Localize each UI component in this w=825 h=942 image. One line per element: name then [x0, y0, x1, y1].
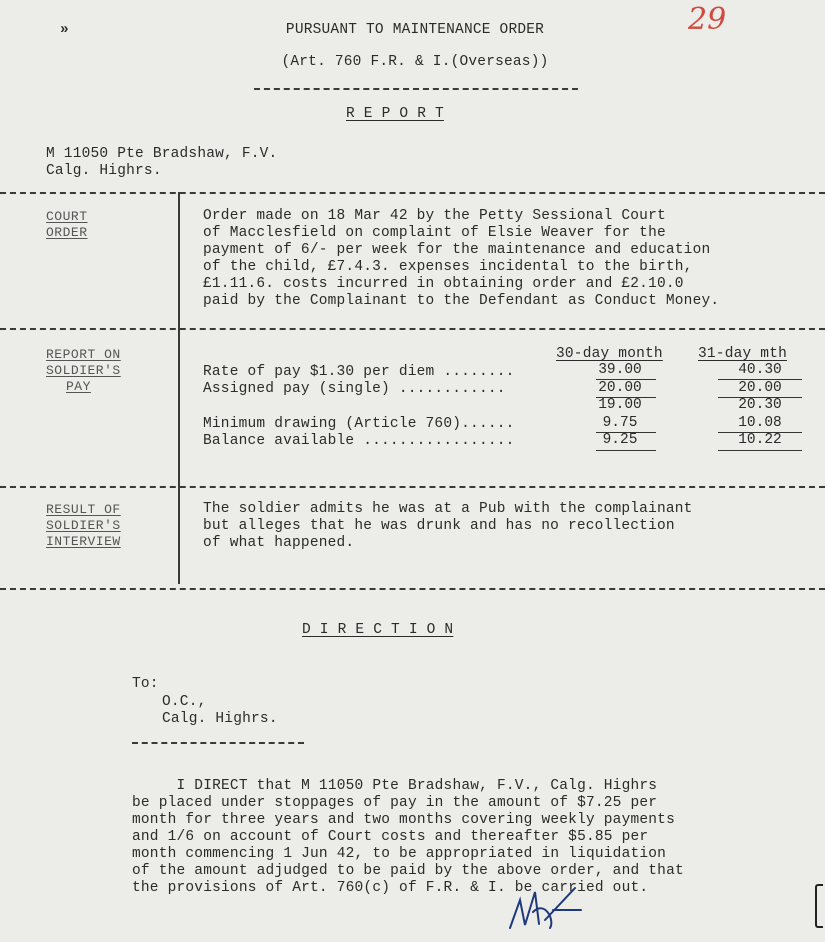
pay-value-30: 39.00 [598, 362, 642, 378]
pay-row-label: Minimum drawing (Article 760)...... [203, 416, 515, 432]
to-line: O.C., [162, 694, 207, 710]
underline [596, 450, 656, 451]
pay-label-1: REPORT ON [46, 347, 121, 362]
interview-label-1: RESULT OF [46, 502, 121, 517]
edge-clip-mark [815, 884, 823, 928]
handwritten-signature [505, 880, 585, 935]
document-subtitle: (Art. 760 F.R. & I.(Overseas)) [281, 54, 549, 70]
pay-value-31: 20.30 [738, 397, 782, 413]
table-column-divider [178, 192, 180, 584]
pay-label-2: SOLDIER'S [46, 363, 121, 378]
pay-value-30: 9.75 [602, 415, 638, 431]
pay-row-label: Rate of pay $1.30 per diem ........ [203, 364, 515, 380]
pay-value-30: 9.25 [602, 432, 638, 448]
table-top-rule [0, 192, 825, 194]
col-header-30: 30-day month [556, 346, 663, 362]
direction-line: of the amount adjudged to be paid by the above order, and that [132, 863, 684, 879]
pay-value-31: 10.22 [738, 432, 782, 448]
table-rule-2 [0, 328, 825, 330]
court-order-line: Order made on 18 Mar 42 by the Petty Sessional Court [203, 208, 666, 224]
interview-label-2: SOLDIER'S [46, 518, 121, 533]
document-title: PURSUANT TO MAINTENANCE ORDER [285, 22, 545, 38]
direction-line: month for three years and two months covering weekly payments [132, 812, 675, 828]
court-order-line: paid by the Complainant to the Defendant as Conduct Money. [203, 293, 720, 309]
pay-value-31: 20.00 [738, 380, 782, 396]
margin-tick-mark: » [60, 22, 69, 38]
court-order-line: of the child, £7.4.3. expenses incidental to the birth, [203, 259, 693, 275]
soldier-unit: Calg. Highrs. [46, 163, 162, 179]
pay-row-label: Balance available ................. [203, 433, 515, 449]
court-order-line: of Macclesfield on complaint of Elsie Weaver for the [203, 225, 666, 241]
court-order-label-1: COURT [46, 209, 88, 224]
pay-value-31: 40.30 [738, 362, 782, 378]
to-label: To: [132, 676, 159, 692]
report-heading: R E P O R T [346, 106, 444, 122]
pay-value-30: 20.00 [598, 380, 642, 396]
underline [718, 450, 802, 451]
interview-line: but alleges that he was drunk and has no recollection [203, 518, 675, 534]
pay-value-30: 19.00 [598, 397, 642, 413]
direction-line: the provisions of Art. 760(c) of F.R. & I. be carried out. [132, 880, 649, 896]
interview-line: The soldier admits he was at a Pub with the complainant [203, 501, 693, 517]
direction-line: and 1/6 on account of Court costs and thereafter $5.85 per [132, 829, 649, 845]
court-order-label-2: ORDER [46, 225, 88, 240]
soldier-id: M 11050 Pte Bradshaw, F.V. [46, 146, 278, 162]
pay-value-31: 10.08 [738, 415, 782, 431]
col-header-31: 31-day mth [698, 346, 788, 362]
header-rule [254, 88, 578, 90]
direction-heading: D I R E C T I O N [302, 622, 454, 638]
pay-label-3: PAY [66, 379, 91, 394]
court-order-line: £1.11.6. costs incurred in obtaining order and £2.10.0 [203, 276, 684, 292]
to-rule [132, 742, 304, 744]
to-line: Calg. Highrs. [162, 711, 278, 727]
direction-line: be placed under stoppages of pay in the amount of $7.25 per [132, 795, 658, 811]
pay-row-label: Assigned pay (single) ............ [203, 381, 506, 397]
court-order-line: payment of 6/- per week for the maintenance and education [203, 242, 711, 258]
interview-line: of what happened. [203, 535, 355, 551]
direction-line: month commencing 1 Jun 42, to be appropriated in liquidation [132, 846, 667, 862]
table-rule-3 [0, 486, 825, 488]
direction-line: I DIRECT that M 11050 Pte Bradshaw, F.V., Calg. Highrs [132, 778, 658, 794]
red-page-number: 29 [688, 2, 727, 37]
table-bottom-rule [0, 588, 825, 590]
interview-label-3: INTERVIEW [46, 534, 121, 549]
